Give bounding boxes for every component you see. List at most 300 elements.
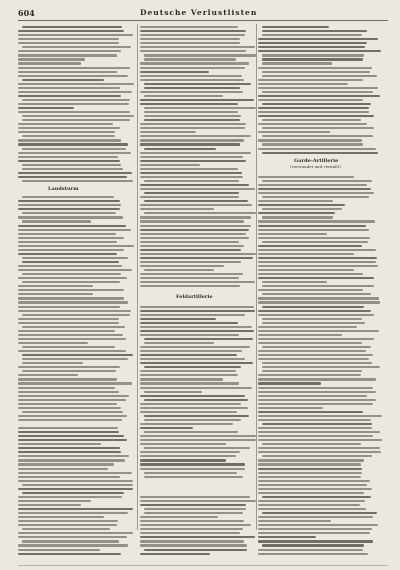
text-line bbox=[144, 119, 240, 121]
text-line bbox=[140, 407, 248, 409]
text-line bbox=[258, 524, 378, 526]
text-line bbox=[258, 297, 379, 299]
text-line bbox=[258, 79, 363, 81]
text-line bbox=[140, 277, 239, 279]
text-line bbox=[258, 431, 380, 433]
text-line bbox=[18, 301, 128, 303]
text-line bbox=[140, 164, 200, 166]
text-line bbox=[18, 176, 127, 178]
text-line bbox=[140, 459, 226, 461]
text-line bbox=[140, 326, 252, 328]
text-line bbox=[18, 342, 88, 344]
text-line bbox=[140, 496, 250, 498]
text-line bbox=[18, 334, 123, 336]
page-foot-rule bbox=[18, 565, 388, 566]
text-line bbox=[144, 269, 214, 271]
text-line bbox=[262, 152, 378, 154]
text-line bbox=[262, 208, 342, 210]
text-line bbox=[140, 156, 243, 158]
text-line bbox=[144, 192, 239, 194]
text-line bbox=[258, 237, 370, 239]
column-rule-left bbox=[137, 24, 138, 530]
text-line bbox=[258, 382, 321, 384]
text-line bbox=[140, 403, 241, 405]
text-line bbox=[18, 496, 122, 498]
text-line bbox=[258, 46, 365, 48]
text-line bbox=[140, 520, 244, 522]
text-line bbox=[18, 374, 78, 376]
text-line bbox=[22, 484, 133, 486]
text-line bbox=[140, 285, 240, 287]
text-line bbox=[258, 508, 366, 510]
text-line bbox=[144, 391, 202, 393]
text-line bbox=[140, 176, 243, 178]
text-line bbox=[144, 200, 248, 202]
text-line bbox=[140, 233, 246, 235]
section-heading-column-3: Garde-Artillerie bbox=[294, 158, 339, 164]
text-line bbox=[262, 119, 361, 121]
text-line bbox=[18, 265, 122, 267]
text-line bbox=[144, 399, 248, 401]
text-line bbox=[262, 285, 374, 287]
text-column-3 bbox=[258, 24, 382, 564]
text-line bbox=[140, 196, 239, 198]
text-line bbox=[18, 382, 132, 384]
text-line bbox=[258, 488, 372, 490]
text-line bbox=[140, 435, 256, 437]
text-line bbox=[262, 346, 371, 348]
text-line bbox=[140, 540, 244, 542]
text-line bbox=[22, 362, 83, 364]
text-line bbox=[140, 42, 240, 44]
text-line bbox=[258, 350, 366, 352]
text-line bbox=[258, 480, 370, 482]
text-line bbox=[18, 504, 81, 506]
text-line bbox=[18, 407, 121, 409]
text-line bbox=[18, 75, 128, 77]
text-line bbox=[140, 237, 249, 239]
text-line bbox=[258, 532, 370, 534]
text-line bbox=[258, 415, 382, 417]
text-line bbox=[18, 468, 108, 470]
text-line bbox=[258, 123, 367, 125]
text-line bbox=[22, 26, 122, 28]
text-line bbox=[258, 314, 374, 316]
text-line bbox=[140, 123, 246, 125]
text-line bbox=[258, 387, 373, 389]
text-line bbox=[22, 281, 120, 283]
text-line bbox=[144, 508, 246, 510]
column-rule-right bbox=[256, 24, 257, 530]
text-line bbox=[18, 463, 114, 465]
text-line bbox=[258, 419, 371, 421]
text-line bbox=[144, 180, 239, 182]
text-line bbox=[140, 75, 242, 77]
text-line bbox=[262, 143, 363, 145]
text-line bbox=[18, 289, 124, 291]
text-line bbox=[22, 411, 123, 413]
text-line bbox=[140, 172, 242, 174]
text-line bbox=[262, 322, 365, 324]
text-line bbox=[18, 237, 124, 239]
text-line bbox=[140, 310, 255, 312]
text-line bbox=[140, 318, 216, 320]
text-line bbox=[18, 208, 120, 210]
text-line bbox=[22, 346, 115, 348]
text-line bbox=[258, 358, 369, 360]
text-line bbox=[18, 107, 74, 109]
text-line bbox=[18, 480, 133, 482]
text-line bbox=[140, 468, 245, 470]
text-line bbox=[258, 289, 363, 291]
text-line bbox=[18, 200, 120, 202]
text-line bbox=[140, 427, 193, 429]
text-line bbox=[258, 439, 382, 441]
text-line bbox=[258, 391, 376, 393]
text-line bbox=[18, 378, 117, 380]
text-line bbox=[140, 334, 239, 336]
text-line bbox=[258, 463, 361, 465]
text-line bbox=[258, 492, 364, 494]
text-line bbox=[144, 419, 241, 421]
text-line bbox=[18, 83, 134, 85]
text-line bbox=[258, 476, 361, 478]
text-line bbox=[18, 439, 127, 441]
text-line bbox=[262, 180, 372, 182]
text-line bbox=[258, 50, 381, 52]
text-line bbox=[140, 374, 238, 376]
text-line bbox=[140, 38, 240, 40]
text-line bbox=[262, 293, 371, 295]
text-line bbox=[22, 196, 114, 198]
text-line bbox=[140, 62, 249, 64]
text-line bbox=[18, 391, 119, 393]
text-line bbox=[18, 249, 124, 251]
text-line bbox=[140, 229, 249, 231]
text-line bbox=[18, 520, 118, 522]
text-line bbox=[18, 366, 120, 368]
text-line bbox=[258, 265, 378, 267]
text-line bbox=[258, 500, 365, 502]
text-line bbox=[258, 111, 369, 113]
text-line bbox=[144, 54, 256, 56]
text-line bbox=[144, 111, 238, 113]
text-line bbox=[140, 322, 238, 324]
text-line bbox=[22, 257, 128, 259]
text-line bbox=[18, 253, 117, 255]
text-line bbox=[262, 362, 372, 364]
text-line bbox=[18, 245, 134, 247]
text-line bbox=[140, 50, 246, 52]
text-line bbox=[140, 30, 246, 32]
text-line bbox=[258, 310, 371, 312]
text-line bbox=[18, 204, 121, 206]
text-line bbox=[18, 516, 104, 518]
text-line bbox=[22, 273, 121, 275]
text-line bbox=[144, 476, 243, 478]
text-line bbox=[140, 160, 246, 162]
text-line bbox=[18, 399, 126, 401]
text-line bbox=[18, 58, 85, 60]
text-line bbox=[18, 87, 120, 89]
text-line bbox=[140, 362, 253, 364]
text-line bbox=[140, 544, 247, 546]
text-line bbox=[258, 184, 367, 186]
text-lines-column-1 bbox=[18, 24, 134, 564]
text-line bbox=[144, 95, 223, 97]
text-line bbox=[144, 212, 256, 214]
text-line bbox=[140, 143, 240, 145]
text-line bbox=[258, 139, 362, 141]
text-line bbox=[18, 508, 133, 510]
text-line bbox=[258, 447, 380, 449]
text-line bbox=[140, 314, 245, 316]
text-line bbox=[258, 342, 362, 344]
text-line bbox=[18, 443, 101, 445]
text-line bbox=[18, 50, 121, 52]
text-line bbox=[18, 459, 125, 461]
text-line bbox=[18, 395, 129, 397]
text-line bbox=[18, 54, 117, 56]
text-line bbox=[18, 156, 118, 158]
text-line bbox=[18, 34, 133, 36]
text-line bbox=[140, 241, 239, 243]
running-head: Deutsche Verlustlisten bbox=[140, 8, 258, 17]
text-line bbox=[258, 261, 376, 263]
text-line bbox=[258, 399, 376, 401]
text-line bbox=[262, 62, 332, 64]
text-line bbox=[18, 160, 120, 162]
text-line bbox=[258, 67, 372, 69]
text-line bbox=[140, 451, 240, 453]
text-line bbox=[258, 212, 335, 214]
text-line bbox=[144, 447, 250, 449]
text-line bbox=[262, 216, 333, 218]
text-line bbox=[22, 119, 130, 121]
text-line bbox=[140, 67, 245, 69]
text-line bbox=[18, 476, 120, 478]
text-line bbox=[18, 172, 132, 174]
text-line bbox=[140, 346, 250, 348]
text-line bbox=[18, 152, 131, 154]
text-line bbox=[140, 411, 237, 413]
text-line bbox=[18, 318, 119, 320]
text-line bbox=[18, 403, 117, 405]
text-line bbox=[18, 451, 121, 453]
text-line bbox=[140, 139, 244, 141]
text-line bbox=[140, 463, 245, 465]
text-line bbox=[258, 99, 363, 101]
text-line bbox=[140, 330, 254, 332]
text-line bbox=[258, 115, 374, 117]
text-line bbox=[258, 277, 374, 279]
text-line bbox=[144, 107, 256, 109]
text-line bbox=[22, 115, 134, 117]
text-line bbox=[22, 148, 126, 150]
text-line bbox=[18, 435, 124, 437]
text-line bbox=[140, 135, 251, 137]
text-line bbox=[258, 225, 366, 227]
text-line bbox=[18, 549, 100, 551]
text-line bbox=[18, 306, 120, 308]
text-line bbox=[262, 103, 371, 105]
text-line bbox=[140, 273, 243, 275]
text-line bbox=[18, 225, 126, 227]
text-line bbox=[144, 148, 216, 150]
text-line bbox=[258, 540, 373, 542]
text-line bbox=[258, 301, 380, 303]
text-line bbox=[262, 544, 364, 546]
text-line bbox=[140, 46, 255, 48]
text-line bbox=[18, 544, 128, 546]
text-line bbox=[140, 204, 252, 206]
text-line bbox=[18, 447, 120, 449]
text-line bbox=[18, 512, 128, 514]
text-line bbox=[258, 253, 354, 255]
text-line bbox=[22, 99, 130, 101]
text-line bbox=[18, 455, 129, 457]
text-line bbox=[140, 253, 256, 255]
text-line bbox=[18, 103, 129, 105]
text-line bbox=[22, 354, 133, 356]
text-line bbox=[262, 281, 327, 283]
text-line bbox=[140, 528, 243, 530]
text-line bbox=[140, 455, 236, 457]
text-column-1 bbox=[18, 24, 134, 564]
text-line bbox=[140, 131, 196, 133]
text-line bbox=[18, 111, 130, 113]
text-line bbox=[258, 549, 363, 551]
text-line bbox=[144, 58, 236, 60]
text-line bbox=[262, 318, 362, 320]
text-line bbox=[258, 131, 330, 133]
text-line bbox=[140, 281, 255, 283]
section-heading-column-2: Feldartillerie bbox=[176, 294, 213, 300]
text-line bbox=[258, 87, 378, 89]
text-line bbox=[144, 342, 214, 344]
text-line bbox=[18, 350, 126, 352]
text-line bbox=[18, 131, 115, 133]
text-line bbox=[258, 176, 354, 178]
text-line bbox=[18, 38, 119, 40]
text-line bbox=[262, 26, 329, 28]
text-line bbox=[140, 127, 245, 129]
text-line bbox=[22, 180, 133, 182]
text-line bbox=[144, 115, 241, 117]
text-line bbox=[18, 62, 81, 64]
text-line bbox=[18, 229, 131, 231]
text-line bbox=[258, 520, 331, 522]
text-line bbox=[262, 455, 372, 457]
text-line bbox=[258, 484, 367, 486]
text-line bbox=[140, 261, 241, 263]
text-line bbox=[140, 152, 251, 154]
text-line bbox=[140, 500, 256, 502]
text-line bbox=[258, 435, 373, 437]
text-line bbox=[262, 127, 374, 129]
text-line bbox=[258, 468, 362, 470]
text-line bbox=[258, 220, 375, 222]
text-line bbox=[18, 71, 117, 73]
text-line bbox=[258, 188, 371, 190]
text-line bbox=[22, 528, 110, 530]
text-line bbox=[258, 233, 327, 235]
text-line bbox=[140, 358, 245, 360]
text-line bbox=[262, 512, 377, 514]
text-line bbox=[258, 148, 376, 150]
text-line bbox=[258, 395, 367, 397]
text-line bbox=[262, 496, 371, 498]
text-line bbox=[140, 306, 254, 308]
text-line bbox=[18, 500, 91, 502]
text-line bbox=[258, 411, 363, 413]
section-heading-column-1: Landsturm bbox=[48, 186, 79, 192]
text-line bbox=[140, 382, 239, 384]
text-line bbox=[258, 407, 323, 409]
text-line bbox=[258, 245, 362, 247]
text-line bbox=[262, 241, 368, 243]
text-line bbox=[258, 504, 360, 506]
text-line bbox=[262, 443, 361, 445]
text-line bbox=[22, 220, 91, 222]
text-line bbox=[258, 229, 369, 231]
text-line bbox=[140, 370, 236, 372]
text-line bbox=[262, 135, 373, 137]
text-line bbox=[140, 504, 246, 506]
text-line bbox=[18, 95, 121, 97]
text-line bbox=[262, 370, 362, 372]
text-line bbox=[258, 273, 363, 275]
text-line bbox=[258, 427, 372, 429]
text-line bbox=[18, 532, 133, 534]
text-line bbox=[258, 516, 373, 518]
text-line bbox=[22, 326, 125, 328]
text-line bbox=[144, 83, 251, 85]
text-line bbox=[18, 42, 119, 44]
text-line bbox=[140, 439, 256, 441]
text-line bbox=[18, 536, 127, 538]
text-line bbox=[140, 423, 233, 425]
text-line bbox=[258, 269, 354, 271]
text-line bbox=[22, 261, 119, 263]
text-line bbox=[18, 297, 124, 299]
text-line bbox=[22, 370, 116, 372]
text-line bbox=[258, 192, 374, 194]
text-line bbox=[258, 374, 361, 376]
text-line bbox=[140, 168, 238, 170]
text-line bbox=[258, 403, 373, 405]
text-line bbox=[262, 423, 372, 425]
text-line bbox=[144, 366, 241, 368]
text-line bbox=[258, 200, 333, 202]
text-line bbox=[262, 58, 363, 60]
text-line bbox=[18, 330, 115, 332]
text-line bbox=[258, 107, 369, 109]
text-line bbox=[22, 540, 119, 542]
text-line bbox=[258, 338, 374, 340]
page-header bbox=[18, 8, 388, 21]
text-line bbox=[140, 524, 251, 526]
text-line bbox=[22, 492, 124, 494]
text-line bbox=[22, 79, 104, 81]
text-line bbox=[18, 472, 132, 474]
text-line bbox=[140, 378, 223, 380]
text-line bbox=[262, 71, 370, 73]
text-line bbox=[258, 42, 367, 44]
text-line bbox=[140, 91, 243, 93]
text-line bbox=[258, 326, 357, 328]
text-line bbox=[258, 95, 380, 97]
